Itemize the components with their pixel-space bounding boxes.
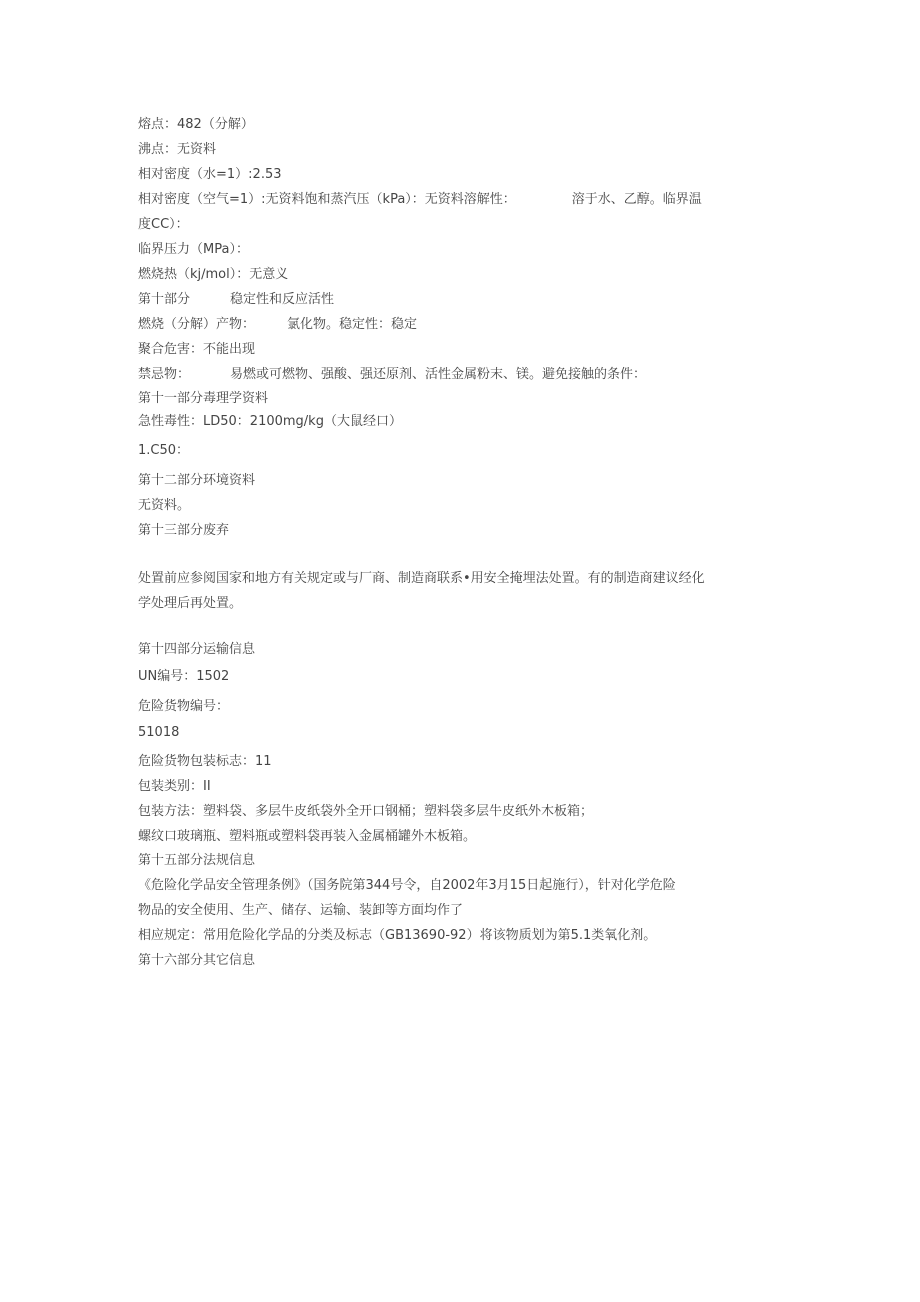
section-10-title: 稳定性和反应活性 bbox=[230, 292, 335, 307]
relative-density-water-line: 相对密度（水=1）:2.53 bbox=[138, 167, 282, 182]
section-16-heading: 第十六部分其它信息 bbox=[138, 953, 256, 968]
dangerous-goods-number-value: 51018 bbox=[138, 725, 180, 740]
packaging-method-line-2: 螺纹口玻璃瓶、塑料瓶或塑料袋再装入金属桶罐外木板箱。 bbox=[138, 829, 477, 844]
regulation-line-1: 《危险化学品安全管理条例》（国务院第344号令，自2002年3月15日起施行），针对化学危险 bbox=[138, 878, 676, 893]
section-12-heading: 第十二部分环境资料 bbox=[138, 473, 256, 488]
dangerous-goods-number-label: 危险货物编号： bbox=[138, 699, 230, 714]
packaging-category-line: 包装类别：II bbox=[138, 779, 211, 794]
lc50-line: 1.C50： bbox=[138, 443, 190, 458]
polymerization-hazard-line: 聚合危害：不能出现 bbox=[138, 342, 256, 357]
heat-of-combustion-line: 燃烧热（kj∕mol）：无意义 bbox=[138, 267, 289, 282]
regulation-line-3: 相应规定：常用危险化学品的分类及标志（GB13690-92）将该物质划为第5.1类氧化剂。 bbox=[138, 928, 657, 943]
un-number-line: UN编号：1502 bbox=[138, 669, 230, 684]
incompatibles-value: 易燃或可燃物、强酸、强还原剂、活性金属粉末、镁。避免接触的条件： bbox=[230, 367, 647, 382]
section-15-heading: 第十五部分法规信息 bbox=[138, 853, 256, 868]
disposal-line-1: 处置前应参阅国家和地方有关规定或与厂商、制造商联系•用安全掩埋法处置。有的制造商建议经化 bbox=[138, 571, 705, 586]
section-11-heading: 第十一部分毒理学资料 bbox=[138, 391, 269, 406]
relative-density-air-line bbox=[138, 191, 702, 209]
combustion-products-line bbox=[138, 316, 417, 334]
relative-density-air-text: 相对密度（空气=1）:无资料饱和蒸汽压（kPa）：无资料溶解性： bbox=[138, 192, 516, 207]
incompatibles-line bbox=[138, 366, 646, 384]
section-10-heading bbox=[138, 291, 334, 309]
acute-toxicity-line: 急性毒性：LD50：2100mg/kg（大鼠经口） bbox=[138, 414, 402, 429]
disposal-line-2: 学处理后再处置。 bbox=[138, 596, 243, 611]
combustion-products-label: 燃烧（分解）产物： bbox=[138, 317, 256, 332]
packaging-mark-line: 危险货物包装标志：11 bbox=[138, 754, 272, 769]
solubility-text: 溶于水、乙醇。临界温 bbox=[571, 192, 702, 207]
melting-point-line: 熔点：482（分解） bbox=[138, 117, 254, 132]
incompatibles-label: 禁忌物： bbox=[138, 367, 191, 382]
packaging-method-line-1: 包装方法：塑料袋、多层牛皮纸袋外全开口钢桶；塑料袋多层牛皮纸外木板箱； bbox=[138, 804, 594, 819]
regulation-line-2: 物品的安全使用、生产、储存、运输、装卸等方面均作了 bbox=[138, 903, 464, 918]
section-10-label: 第十部分 bbox=[138, 292, 191, 307]
boiling-point-line: 沸点：无资料 bbox=[138, 142, 217, 157]
section-13-heading: 第十三部分废弃 bbox=[138, 523, 230, 538]
combustion-products-value: 氯化物。稳定性：稳定 bbox=[287, 317, 418, 332]
environmental-data-line: 无资料。 bbox=[138, 498, 191, 513]
critical-temperature-line: 度CC）： bbox=[138, 217, 189, 232]
critical-pressure-line: 临界压力（MPa）： bbox=[138, 242, 249, 257]
section-14-heading: 第十四部分运输信息 bbox=[138, 642, 256, 657]
